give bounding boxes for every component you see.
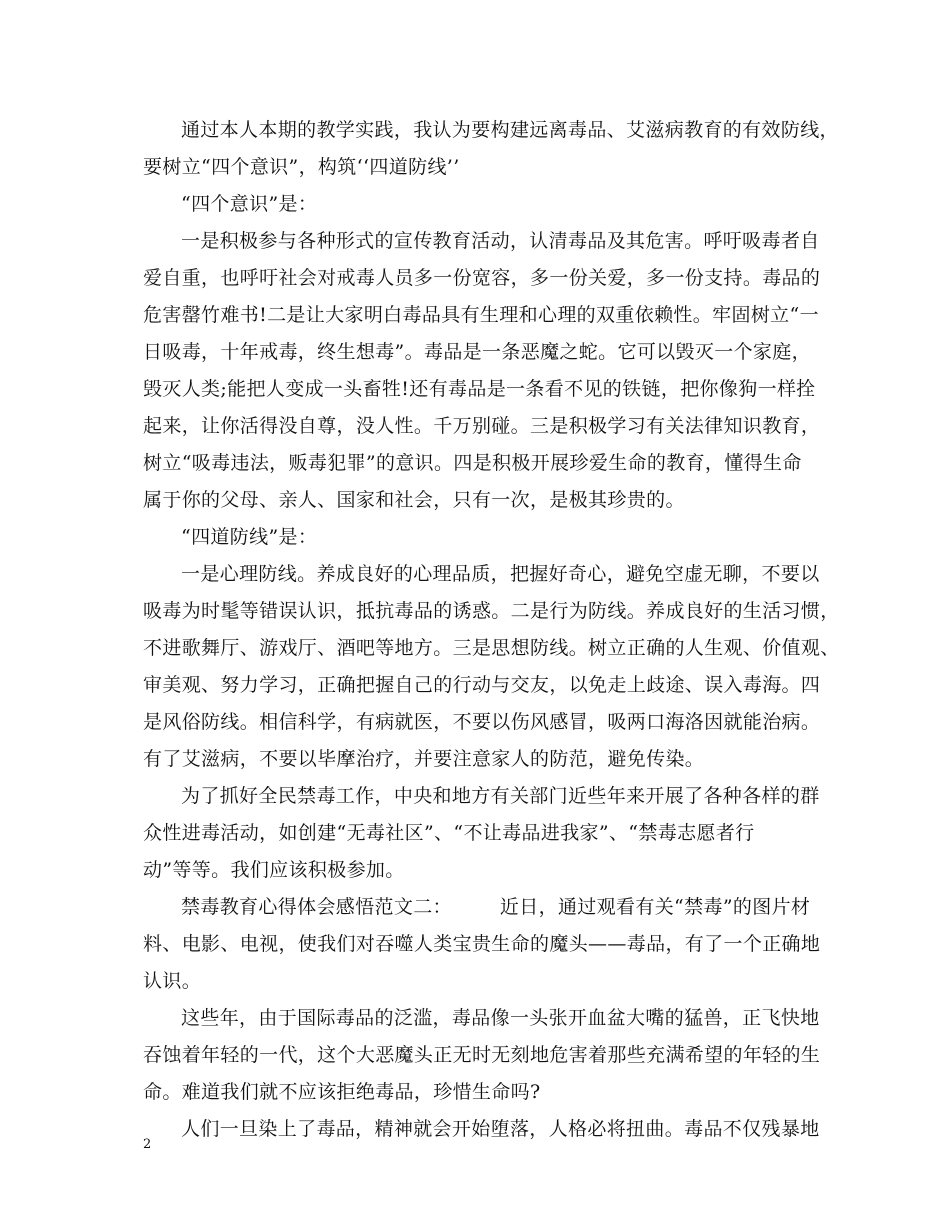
paragraph-intro-line-2: 要树立“四个意识”，构筑‘‘四道防线’’: [143, 156, 460, 178]
paragraph-awareness-line-7: 树立“吸毒违法，贩毒犯罪”的意识。四是积极开展珍爱生命的教育，懂得生命: [143, 452, 802, 474]
paragraph-years-line-1: 这些年，由于国际毒品的泛滥，毒品像一头张开血盆大嘴的猛兽，正飞快地: [181, 1007, 820, 1029]
paragraph-sample-two-line-3: 认识。: [143, 970, 202, 992]
document-body: [143, 112, 840, 1148]
paragraph-consequence-line-1: 人们一旦染上了毒品，精神就会开始堕落，人格必将扭曲。毒品不仅残暴地: [181, 1118, 820, 1140]
page-number: 2: [143, 1137, 152, 1152]
paragraph-defenses-line-6: 有了艾滋病，不要以毕摩治疗，并要注意家人的防范，避免传染。: [143, 748, 705, 770]
paragraph-intro-line-1: 通过本人本期的教学实践，我认为要构建远离毒品、艾滋病教育的有效防线，: [181, 119, 839, 141]
paragraph-defenses-line-3: 不进歌舞厅、游戏厅、酒吧等地方。三是思想防线。树立正确的人生观、价值观、: [143, 637, 840, 659]
paragraph-awareness-line-4: 日吸毒，十年戒毒，终生想毒”。毒品是一条恶魔之蛇。它可以毁灭一个家庭，: [143, 341, 811, 363]
heading-four-awareness: “四个意识”是：: [181, 193, 318, 215]
paragraph-years-line-3: 命。难道我们就不应该拒绝毒品，珍惜生命吗?: [143, 1081, 541, 1103]
paragraph-sample-two-line-2: 料、电影、电视，使我们对吞噬人类宝贵生命的魔头——毒品，有了一个正确地: [143, 933, 821, 955]
heading-four-defenses: “四道防线”是：: [181, 526, 318, 548]
sample-two-opening: 近日，通过观看有关“禁毒”的图片材: [499, 896, 811, 918]
paragraph-years-line-2: 吞蚀着年轻的一代，这个大恶魔头正无时无刻地危害着那些充满希望的年轻的生: [143, 1044, 821, 1066]
paragraph-sample-two-line-1: [143, 889, 819, 926]
paragraph-awareness-line-1: 一是积极参与各种形式的宣传教育活动，认清毒品及其危害。呼吁吸毒者自: [181, 230, 820, 252]
paragraph-campaign-line-3: 动”等等。我们应该积极参加。: [143, 859, 405, 881]
sample-two-title: 禁毒教育心得体会感悟范文二：: [181, 896, 452, 918]
paragraph-defenses-line-5: 是风俗防线。相信科学，有病就医，不要以伤风感冒，吸两口海洛因就能治病。: [143, 711, 821, 733]
paragraph-awareness-line-8: 属于你的父母、亲人、国家和社会，只有一次，是极其珍贵的。: [143, 489, 685, 511]
paragraph-campaign-line-2: 众性进毒活动，如创建“无毒社区”、“不让毒品进我家”、“禁毒志愿者行: [143, 822, 755, 844]
paragraph-awareness-line-5: 毁灭人类;能把人变成一头畜牲!还有毒品是一条看不见的铁链，把你像狗一样拴: [143, 378, 816, 400]
paragraph-awareness-line-6: 起来，让你活得没自尊，没人性。千万别碰。三是积极学习有关法律知识教育，: [143, 415, 821, 437]
paragraph-campaign-line-1: 为了抓好全民禁毒工作，中央和地方有关部门近些年来开展了各种各样的群: [181, 785, 820, 807]
paragraph-awareness-line-2: 爱自重，也呼吁社会对戒毒人员多一份宽容，多一份关爱，多一份支持。毒品的: [143, 267, 821, 289]
paragraph-defenses-line-2: 吸毒为时髦等错误认识，抵抗毒品的诱惑。二是行为防线。养成良好的生活习惯，: [143, 600, 840, 622]
paragraph-defenses-line-4: 审美观、努力学习，正确把握自己的行动与交友，以免走上歧途、误入毒海。四: [143, 674, 821, 696]
paragraph-awareness-line-3: 危害罄竹难书!二是让大家明白毒品具有生理和心理的双重依赖性。牢固树立“一: [143, 304, 819, 326]
paragraph-defenses-line-1: 一是心理防线。养成良好的心理品质，把握好奇心，避免空虚无聊，不要以: [181, 563, 820, 585]
